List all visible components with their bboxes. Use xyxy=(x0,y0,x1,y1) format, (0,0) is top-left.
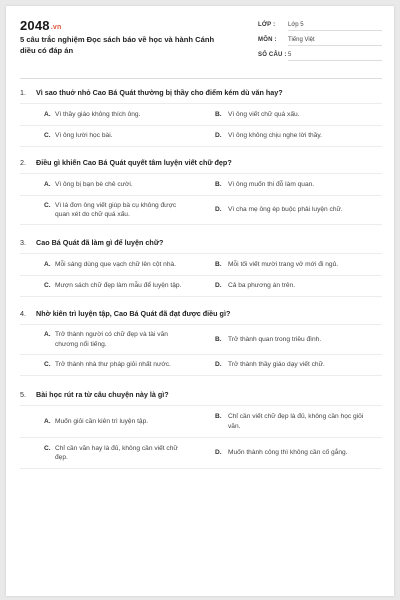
site-logo[interactable] xyxy=(20,18,61,33)
option-d[interactable] xyxy=(201,131,382,141)
question-text xyxy=(20,309,382,319)
logo-text: 2048 xyxy=(20,18,50,33)
meta-label: MÔN : xyxy=(258,37,277,43)
option-text: Chỉ cần viết chữ đẹp là đủ, không cần học giỏi văn. xyxy=(228,413,364,430)
question-2 xyxy=(20,158,382,225)
option-text: Vì cha mẹ ông ép buộc phải luyện chữ. xyxy=(228,206,343,214)
option-b[interactable] xyxy=(201,110,382,120)
option-letter: A. xyxy=(44,180,51,188)
option-c[interactable] xyxy=(20,131,201,141)
options-grid xyxy=(20,324,382,376)
option-letter: B. xyxy=(215,110,222,118)
option-b[interactable] xyxy=(201,412,382,431)
option-text: Trở thành thầy giáo dạy viết chữ. xyxy=(228,361,325,369)
options-grid xyxy=(20,253,382,297)
document-header xyxy=(20,18,382,74)
question-3 xyxy=(20,238,382,297)
option-c[interactable] xyxy=(20,444,201,463)
option-letter: C. xyxy=(44,361,51,369)
question-stem: Bài học rút ra từ câu chuyện này là gì? xyxy=(36,390,169,399)
option-text: Mỗi sáng dùng que vạch chữ lên cột nhà. xyxy=(55,260,176,268)
page-title: 5 câu trắc nghiệm Đọc sách báo về học và hành Cánh diều có đáp án xyxy=(20,35,215,55)
option-text: Vì ông bị bạn bè chê cười. xyxy=(55,180,133,188)
question-1 xyxy=(20,88,382,147)
option-text: Trở thành quan trong triều đình. xyxy=(228,335,322,343)
question-number: 5. xyxy=(20,390,26,399)
option-text: Mượn sách chữ đẹp làm mẫu để luyện tập. xyxy=(55,282,182,290)
logo-suffix: .vn xyxy=(50,24,62,31)
option-letter: A. xyxy=(44,260,51,268)
option-text: Muốn thành công thì không cần cố gắng. xyxy=(228,449,348,457)
question-text xyxy=(20,390,382,400)
option-b[interactable] xyxy=(201,180,382,190)
option-d[interactable] xyxy=(201,205,382,215)
option-text: Vì ông không chịu nghe lời thầy. xyxy=(228,132,323,140)
option-text: Vì ông lười học bài. xyxy=(55,132,113,140)
option-b[interactable] xyxy=(201,335,382,345)
option-letter: C. xyxy=(44,444,51,452)
question-text xyxy=(20,158,382,168)
option-text: Vì thầy giáo không thích ông. xyxy=(55,110,141,118)
option-a[interactable] xyxy=(20,110,201,120)
meta-value: Lớp 5 xyxy=(288,19,382,31)
options-row xyxy=(20,253,382,275)
option-d[interactable] xyxy=(201,281,382,291)
question-stem: Cao Bá Quát đã làm gì để luyện chữ? xyxy=(36,238,164,247)
option-letter: B. xyxy=(215,335,222,343)
options-row xyxy=(20,405,382,437)
question-number: 4. xyxy=(20,309,26,318)
option-c[interactable] xyxy=(20,281,201,291)
options-grid xyxy=(20,405,382,469)
option-a[interactable] xyxy=(20,260,201,270)
option-a[interactable] xyxy=(20,330,201,349)
option-text: Trở thành người có chữ đẹp và tài văn chương nổi tiếng. xyxy=(55,331,168,348)
question-4 xyxy=(20,309,382,376)
options-row xyxy=(20,354,382,376)
question-stem: Điều gì khiến Cao Bá Quát quyết tâm luyện viết chữ đẹp? xyxy=(36,158,232,167)
option-letter: C. xyxy=(44,132,51,140)
document-page xyxy=(6,6,394,596)
header-divider xyxy=(20,78,382,79)
option-letter: D. xyxy=(215,206,222,214)
options-row xyxy=(20,195,382,225)
question-stem: Vì sao thuở nhỏ Cao Bá Quát thường bị thầy cho điểm kém dù văn hay? xyxy=(36,88,283,97)
option-letter: D. xyxy=(215,132,222,140)
options-grid xyxy=(20,173,382,225)
option-letter: B. xyxy=(215,413,222,420)
question-5 xyxy=(20,390,382,469)
option-letter: D. xyxy=(215,361,222,369)
question-number: 2. xyxy=(20,158,26,167)
option-text: Muốn giỏi cần kiên trì luyện tập. xyxy=(55,417,149,425)
option-text: Chỉ cần văn hay là đủ, không cần viết chữ đẹp. xyxy=(55,444,178,461)
options-grid xyxy=(20,103,382,147)
meta-label: SỐ CÂU : xyxy=(258,52,287,58)
option-letter: A. xyxy=(44,417,51,425)
options-row xyxy=(20,275,382,297)
option-letter: D. xyxy=(215,282,222,290)
meta-value: Tiếng Việt xyxy=(288,34,382,46)
meta-label: LỚP : xyxy=(258,22,276,28)
option-text: Trở thành nhà thư pháp giỏi nhất nước. xyxy=(55,361,171,369)
options-row xyxy=(20,103,382,125)
question-text xyxy=(20,238,382,248)
question-number: 3. xyxy=(20,238,26,247)
option-text: Vì ông viết chữ quá xấu. xyxy=(228,110,300,118)
meta-row-class xyxy=(258,18,382,33)
meta-row-subject xyxy=(258,33,382,48)
option-a[interactable] xyxy=(20,417,201,427)
option-d[interactable] xyxy=(201,448,382,458)
option-text: Mỗi tối viết mười trang vở mới đi ngủ. xyxy=(228,260,339,268)
option-text: Vì ông muốn thi đỗ làm quan. xyxy=(228,180,315,188)
option-letter: B. xyxy=(215,180,222,188)
option-a[interactable] xyxy=(20,180,201,190)
option-letter: C. xyxy=(44,201,51,209)
option-b[interactable] xyxy=(201,260,382,270)
option-text: Cả ba phương án trên. xyxy=(228,282,296,290)
options-row xyxy=(20,437,382,469)
question-number: 1. xyxy=(20,88,26,97)
option-c[interactable] xyxy=(20,201,201,220)
option-letter: A. xyxy=(44,331,51,338)
options-row xyxy=(20,125,382,147)
question-stem: Nhờ kiên trì luyện tập, Cao Bá Quát đã đạt được điều gì? xyxy=(36,309,231,318)
meta-panel xyxy=(258,18,382,63)
options-row xyxy=(20,324,382,354)
option-letter: B. xyxy=(215,260,222,268)
options-row xyxy=(20,173,382,195)
option-letter: C. xyxy=(44,282,51,290)
option-d[interactable] xyxy=(201,360,382,370)
option-letter: A. xyxy=(44,110,51,118)
option-text: Vì lá đơn ông viết giúp bà cụ không được quan xét do chữ quá xấu. xyxy=(55,201,177,218)
option-letter: D. xyxy=(215,449,222,457)
option-c[interactable] xyxy=(20,360,201,370)
meta-value: 5 xyxy=(288,49,382,61)
meta-row-count xyxy=(258,48,382,63)
question-text xyxy=(20,88,382,98)
